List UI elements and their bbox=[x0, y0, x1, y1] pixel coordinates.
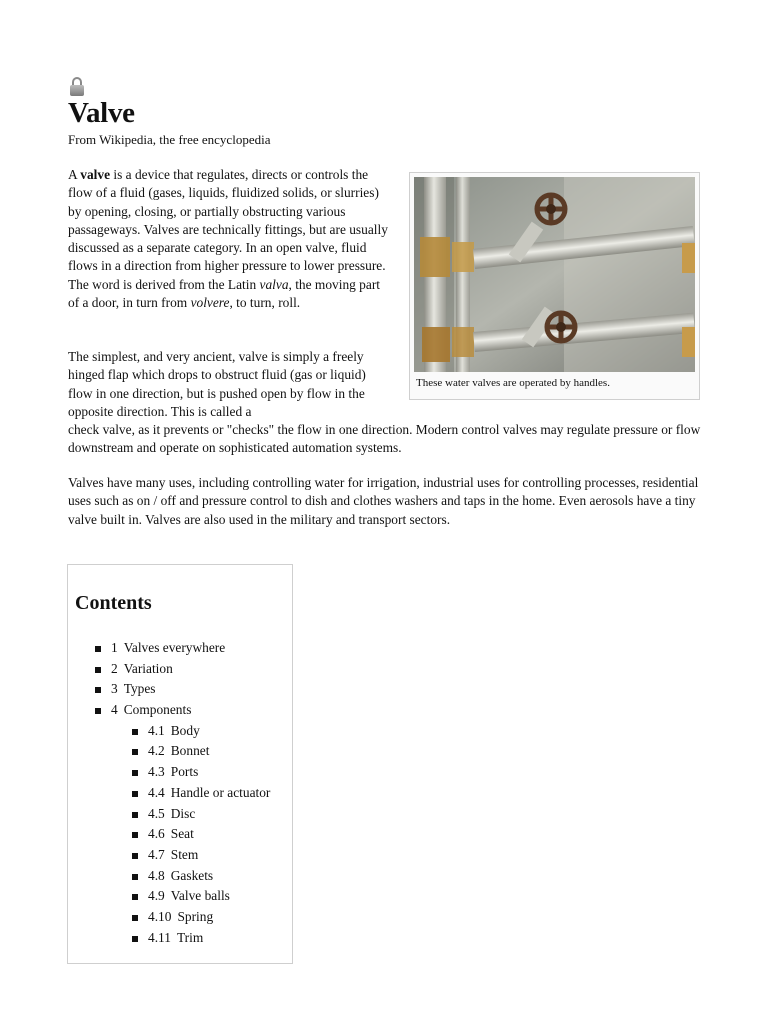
lock-icon bbox=[70, 77, 84, 97]
page-title: Valve bbox=[68, 97, 135, 129]
figure-caption: These water valves are operated by handles. bbox=[416, 377, 610, 389]
history-paragraph-continued: check valve, as it prevents or "checks" the flow in one direction. Modern control valves may regulate pressure or flow downstream and operate on sophisticated automation systems. bbox=[68, 422, 701, 456]
intro-paragraph: A valve is a device that regulates, directs or controls the flow of a fluid (gases, liquids, fluidized solids, or slurries) by opening, closing, or partially obstructing various passageways. Valves are technically fittings, but are usually discussed as a separate category. In an open valve, fluid flows in a direction from higher pressure to lower pressure. The word is derived from the Latin valva, the moving part of a door, in turn from volvere, to turn, roll. bbox=[68, 167, 388, 311]
toc-item-ports[interactable]: 4.3 Ports bbox=[68, 762, 292, 783]
toc-item-spring[interactable]: 4.10 Spring bbox=[68, 907, 292, 928]
toc-item-trim[interactable]: 4.11 Trim bbox=[68, 928, 292, 949]
toc-item-handle-or-actuator[interactable]: 4.4 Handle or actuator bbox=[68, 783, 292, 804]
term-volvere: volvere bbox=[190, 295, 230, 311]
toc-item-components[interactable]: 4 Components bbox=[68, 700, 292, 721]
uses-paragraph: Valves have many uses, including controlling water for irrigation, industrial uses for controlling processes, residential uses such as on / off and pressure control to dish and clothes washers and taps in the home. Even aerosols have a tiny valve built in. Valves are also used in the military and transport sectors. bbox=[68, 475, 699, 527]
toc-item-body[interactable]: 4.1 Body bbox=[68, 721, 292, 742]
term-valve: valve bbox=[80, 167, 111, 182]
toc-item-types[interactable]: 3 Types bbox=[68, 679, 292, 700]
term-valva: valva bbox=[259, 276, 289, 292]
toc-item-gaskets[interactable]: 4.8 Gaskets bbox=[68, 866, 292, 887]
table-of-contents bbox=[67, 564, 293, 964]
toc-item-bonnet[interactable]: 4.2 Bonnet bbox=[68, 741, 292, 762]
page-tagline: From Wikipedia, the free encyclopedia bbox=[68, 132, 271, 147]
toc-item-disc[interactable]: 4.5 Disc bbox=[68, 804, 292, 825]
toc-title: Contents bbox=[75, 592, 152, 614]
toc-item-variation[interactable]: 2 Variation bbox=[68, 659, 292, 680]
toc-item-valves-everywhere[interactable]: 1 Valves everywhere bbox=[68, 638, 292, 659]
figure-thumbnail bbox=[409, 172, 700, 400]
history-paragraph: The simplest, and very ancient, valve is simply a freely hinged flap which drops to obstruct fluid (gas or liquid) flow in one direction, but is pushed open by flow in the opposite direction. This is called a bbox=[68, 349, 366, 419]
toc-list bbox=[68, 638, 292, 948]
valves-photo[interactable] bbox=[414, 177, 695, 372]
toc-item-seat[interactable]: 4.6 Seat bbox=[68, 824, 292, 845]
toc-item-stem[interactable]: 4.7 Stem bbox=[68, 845, 292, 866]
toc-item-valve-balls[interactable]: 4.9 Valve balls bbox=[68, 886, 292, 907]
